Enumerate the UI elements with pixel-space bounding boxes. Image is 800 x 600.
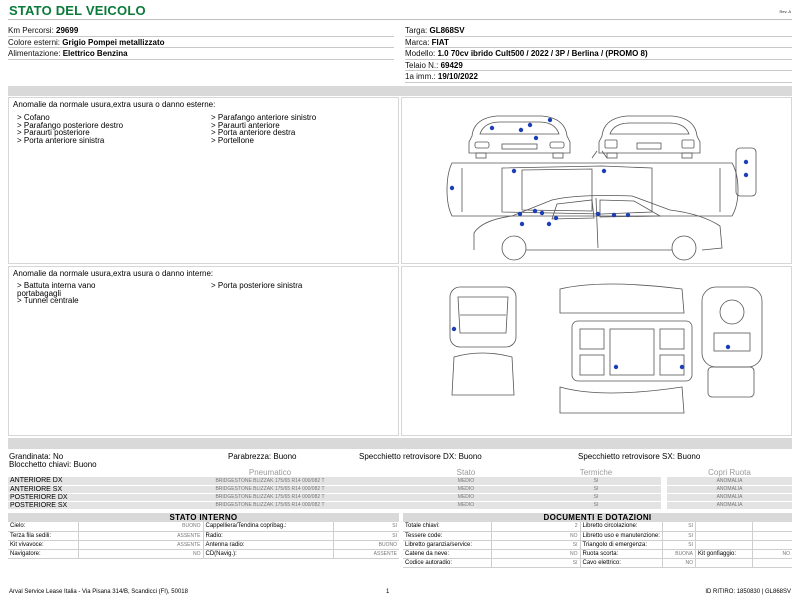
document-empty (696, 558, 753, 567)
external-damage-panel (8, 97, 399, 264)
tyre-position: POSTERIORE SX (8, 501, 139, 509)
damage-item: > Paraurti anteriore (211, 120, 280, 130)
tyre-position: ANTERIORE DX (8, 477, 139, 485)
section-divider-bar (8, 86, 792, 96)
table-row (403, 558, 792, 567)
document-value: NO (492, 531, 580, 540)
info-value: Grigio Pompei metallizzato (62, 37, 165, 47)
car-interior-diagram (402, 267, 793, 437)
interior-value: SI (333, 531, 399, 540)
conditions-divider-bar (8, 438, 792, 449)
table-row (8, 522, 399, 531)
interior-value: NO (78, 549, 203, 558)
info-value: GL868SV (429, 26, 465, 35)
tyre-model: BRIDGESTONE BLIZZAK 175/65 R14 000/082 T (139, 501, 401, 509)
document-empty (696, 531, 753, 540)
tyre-header: Pneumatico (248, 468, 292, 477)
interior-label: Terza fila sedili: (8, 531, 78, 540)
tyre-state: MEDIO (401, 477, 531, 485)
document-value: 2 (492, 522, 580, 531)
tyre-winter: SI (531, 477, 661, 485)
damage-item: > Parafango posteriore destro (17, 120, 124, 130)
interior-label: Antenna radio: (203, 540, 333, 549)
document-label: Codice autoradio: (403, 558, 492, 567)
table-row (8, 549, 399, 558)
internal-damage-title: Anomalie da normale usura,extra usura o danno interne: (13, 269, 214, 278)
document-label: Libretto uso e manutenzione: (580, 531, 662, 540)
info-label: Colore esterni: (8, 37, 63, 47)
document-label: Ruota scorta: (580, 549, 662, 558)
info-label: Marca: (405, 37, 432, 47)
info-label: Targa: (405, 26, 430, 35)
document-empty (752, 558, 792, 567)
footer-page-number: 1 (386, 589, 390, 595)
tyre-state: MEDIO (401, 501, 531, 509)
interior-label: Cappelliera/Tendina copribag.: (203, 522, 333, 531)
damage-item: > Paraurti posteriore (17, 128, 90, 137)
mirror-sx-condition: Specchietto retrovisore SX: Buono (578, 452, 701, 461)
title-divider (8, 19, 792, 20)
document-value: SI (662, 522, 695, 531)
interior-value: BUONO (333, 540, 399, 549)
documents-section-title: DOCUMENTI E DOTAZIONI (403, 513, 792, 522)
info-value: 29699 (56, 26, 79, 35)
table-row (8, 477, 792, 485)
document-value: NO (662, 558, 695, 567)
damage-item: > Porta anteriore destra (211, 128, 296, 137)
interior-label: Navigatore: (8, 549, 78, 558)
info-label: 1a imm.: (405, 72, 438, 81)
hail-condition: Grandinata: No (9, 452, 64, 461)
cover-header: Copri Ruota (708, 468, 751, 477)
tyre-model: BRIDGESTONE BLIZZAK 175/65 R14 000/082 T (139, 485, 401, 493)
interior-value: ASSENTE (78, 540, 203, 549)
external-damage-list-col1 (17, 114, 123, 144)
external-damage-list-col2 (211, 114, 316, 144)
document-empty (752, 522, 792, 531)
document-value: SI (662, 540, 695, 549)
table-row (8, 531, 399, 540)
interior-label: CD(Navig.): (203, 549, 333, 558)
vehicle-info-row (405, 37, 792, 49)
mirror-dx-condition: Specchietto retrovisore DX: Buono (359, 452, 482, 461)
document-value: NO (492, 549, 580, 558)
document-label: Triangolo di emergenza: (580, 540, 662, 549)
document-label: Cavo elettrico: (580, 558, 662, 567)
tyre-cover: ANOMALIA (667, 485, 792, 493)
internal-car-diagram (401, 266, 792, 436)
info-value: 1.0 70cv ibrido Cult500 / 2022 / 3P / Berlina / (PROMO 8) (437, 49, 648, 58)
vehicle-info-row (8, 37, 394, 49)
table-row (403, 522, 792, 531)
document-empty (752, 540, 792, 549)
tyre-position: POSTERIORE DX (8, 493, 139, 501)
table-row (403, 549, 792, 558)
car-exterior-diagram (402, 98, 793, 265)
damage-item: > Porta posteriore sinistra (211, 281, 303, 290)
damage-item: > Tunnel centrale (17, 296, 79, 305)
footer-company: Arval Service Lease Italia - Via Pisana 314/B, Scandicci (FI), 50018 (9, 589, 188, 595)
info-label: Km Percorsi: (8, 26, 57, 35)
vehicle-info-row (8, 25, 394, 37)
document-empty (696, 522, 753, 531)
documents-table (403, 522, 792, 568)
interior-table (8, 522, 399, 559)
damage-item: > Porta anteriore sinistra (17, 135, 105, 145)
external-car-diagram (401, 97, 792, 264)
document-value: NO (752, 549, 792, 558)
interior-label: Cielo: (8, 522, 78, 531)
info-value: 69429 (440, 60, 463, 70)
info-value: FIAT (431, 37, 449, 47)
tyre-position: ANTERIORE SX (8, 485, 139, 493)
interior-label: Radio: (203, 531, 333, 540)
windshield-condition: Parabrezza: Buono (228, 452, 297, 461)
damage-item: > Portellone (211, 135, 254, 145)
key-lock-condition: Blocchetto chiavi: Buono (9, 460, 97, 469)
damage-item: > Battuta interna vano (17, 281, 96, 290)
internal-damage-list-col1 (17, 282, 96, 305)
info-value: Elettrico Benzina (62, 49, 128, 58)
interior-value: ASSENTE (333, 549, 399, 558)
document-label: Tessere code: (403, 531, 492, 540)
winter-header: Termiche (579, 468, 613, 477)
document-label: Totale chiavi: (403, 522, 492, 531)
vehicle-info-row (405, 71, 792, 83)
info-label: Telaio N.: (405, 60, 441, 70)
table-row (403, 531, 792, 540)
vehicle-info-row (8, 48, 394, 60)
revision-label: Rev. A (779, 9, 791, 14)
table-row (403, 540, 792, 549)
document-label: Catene da neve: (403, 549, 492, 558)
vehicle-info-left (8, 25, 394, 60)
document-label: Kit gonfiaggio: (696, 549, 753, 558)
table-row (8, 540, 399, 549)
table-row (8, 485, 792, 493)
interior-value: ASSENTE (78, 531, 203, 540)
table-row (8, 501, 792, 509)
tyre-state: MEDIO (401, 493, 531, 501)
damage-item: > Parafango anteriore sinistro (211, 113, 317, 122)
internal-damage-list-col2 (211, 282, 302, 290)
document-empty (696, 540, 753, 549)
tyre-state: MEDIO (401, 485, 531, 493)
document-label: Libretto circolazione: (580, 522, 662, 531)
tyre-cover: ANOMALIA (667, 501, 792, 509)
damage-item: portabagagli (17, 288, 62, 298)
document-value: SI (662, 531, 695, 540)
internal-damage-panel (8, 266, 399, 436)
tyre-model: BRIDGESTONE BLIZZAK 175/65 R14 000/082 T (139, 477, 401, 485)
vehicle-info-right (405, 25, 792, 83)
info-value: 19/10/2022 (437, 72, 478, 81)
page-title: STATO DEL VEICOLO (9, 3, 146, 18)
vehicle-info-row (405, 60, 792, 72)
tyre-winter: SI (531, 485, 661, 493)
external-damage-title: Anomalie da normale usura,extra usura o danno esterne: (13, 100, 216, 109)
vehicle-info-row (405, 48, 792, 60)
info-label: Modello: (405, 49, 438, 58)
table-row (8, 493, 792, 501)
footer-reference: ID RITIRO: 1850830 | GL868SV (705, 589, 791, 595)
tyre-winter: SI (531, 493, 661, 501)
info-label: Alimentazione: (8, 49, 63, 58)
tyres-table (8, 468, 792, 510)
interior-section-title: STATO INTERNO (8, 513, 399, 522)
document-label: Libretto garanzia/service: (403, 540, 492, 549)
tyre-cover: ANOMALIA (667, 477, 792, 485)
document-value: BUONA (662, 549, 695, 558)
document-empty (752, 531, 792, 540)
document-value: SI (492, 558, 580, 567)
interior-value: BUONO (78, 522, 203, 531)
state-header: Stato (456, 468, 476, 477)
damage-item: > Cofano (17, 113, 50, 122)
tyre-cover: ANOMALIA (667, 493, 792, 501)
vehicle-info-row (405, 25, 792, 37)
interior-value: SI (333, 522, 399, 531)
interior-label: Kit vivavoce: (8, 540, 78, 549)
document-value: SI (492, 540, 580, 549)
tyre-winter: SI (531, 501, 661, 509)
tyre-model: BRIDGESTONE BLIZZAK 175/65 R14 000/082 T (139, 493, 401, 501)
